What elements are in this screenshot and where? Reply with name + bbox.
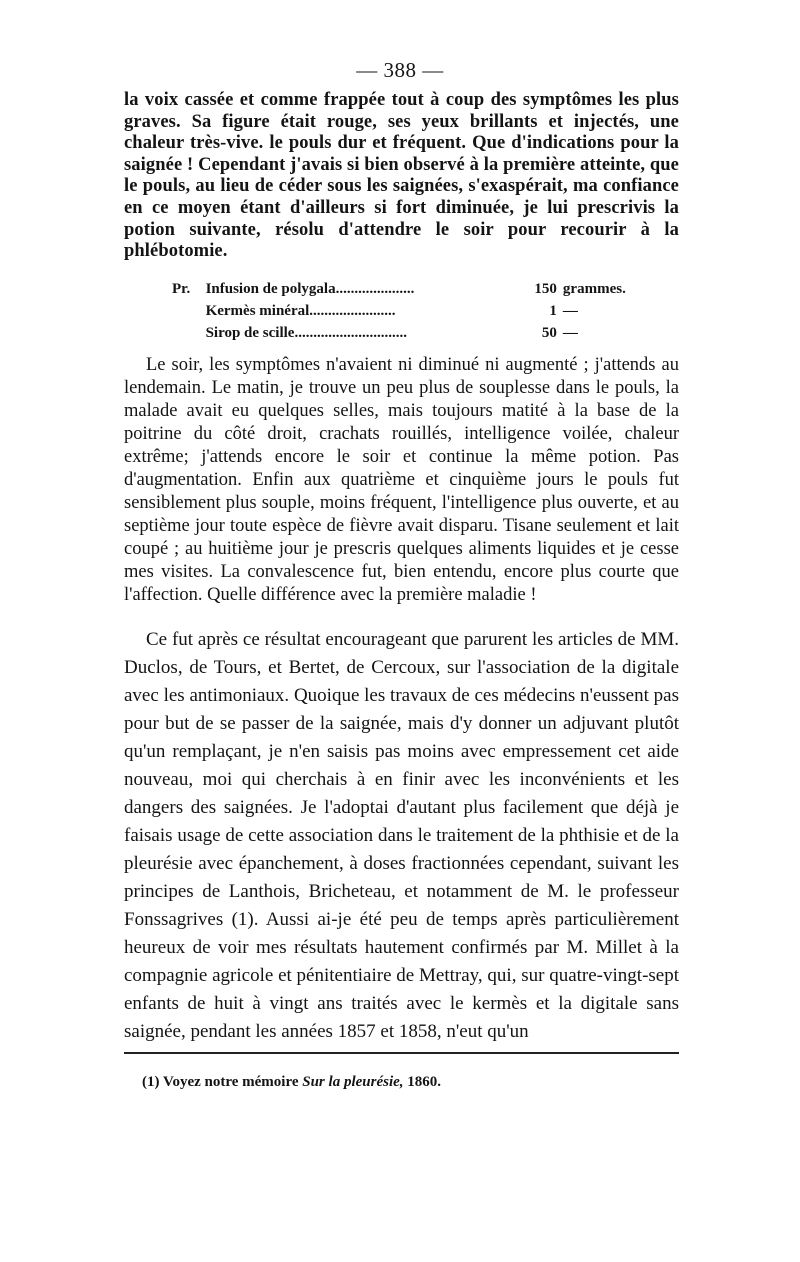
prescription-spacer <box>172 322 206 344</box>
ingredient-quantity: 50 <box>541 325 557 341</box>
footnote-text: Voyez notre mémoire <box>162 1074 299 1090</box>
footnote-rule <box>124 1052 679 1054</box>
paragraph-evening: Le soir, les symptômes n'avaient ni diminué ni augmenté ; j'attends au lendemain. Le matin, je trouve un peu plus de souplesse dans le pouls, la malade avait eu quelques selles, mais toujours matité à la base de la poitrine du côté droit, crachats rouillés, intelligence voilée, chaleur extrême; j'attends encore le soir et continue la même potion. Pas d'augmentation. Enfin aux quatrième et cinquième jours le pouls fut sensiblement plus souple, moins fréquent, l'intelligence plus ouverte, et au septième jour toute espèce de fièvre avait disparu. Tisane seulement et lait coupé ; au huitième jour je prescris quelques aliments liquides et je cesse mes visites. La convalescence fut, bien entendu, encore plus courte que l'affection. Quelle différence avec la première maladie ! <box>124 355 679 605</box>
prescription-line <box>172 278 632 300</box>
page-number: — 388 — <box>356 58 444 82</box>
prescription-spacer <box>172 300 206 322</box>
footnote-marker: (1) <box>142 1074 160 1090</box>
ingredient-unit: — <box>562 325 578 341</box>
ingredient-unit: — <box>562 303 578 319</box>
ingredient-name: Infusion de polygala..................... <box>205 281 415 297</box>
prescription-block <box>172 278 632 344</box>
prescription-line <box>172 300 632 322</box>
ingredient-quantity: 150 <box>534 281 557 297</box>
ingredient-name: Kermès minéral....................... <box>205 303 396 319</box>
ingredient-quantity: 1 <box>549 303 557 319</box>
ingredient-name: Sirop de scille.............................. <box>205 325 407 341</box>
footnote-year: 1860. <box>407 1074 442 1090</box>
ingredient-unit: grammes. <box>562 281 626 297</box>
footnote <box>142 1074 682 1091</box>
footnote-title: Sur la pleurésie, <box>302 1074 404 1090</box>
paragraph-continuation: la voix cassée et comme frappée tout à coup des symptômes les plus graves. Sa figure était rouge, ses yeux brillants et injectés, une chaleur très-vive. le pouls dur et fréquent. Que d'indications pour la saignée ! Cependant j'avais si bien observé à la première atteinte, que le pouls, au lieu de céder sous les saignées, s'exaspérait, ma confiance en ce moyen étant d'ailleurs si fort diminuée, je lui prescrivis la potion suivante, résolu d'attendre le soir pour recourir à la phlébotomie. <box>124 90 679 262</box>
prescription-line <box>172 322 632 344</box>
prescription-prefix: Pr. <box>172 281 191 297</box>
paragraph-digitale: Ce fut après ce résultat encourageant que parurent les articles de MM. Duclos, de Tours, et Bertet, de Cercoux, sur l'association de la digitale avec les antimoniaux. Quoique les travaux de ces médecins n'eussent pas pour but de se passer de la saignée, mais d'y donner un adjuvant plutôt qu'un remplaçant, je n'en saisis pas moins avec empressement cet aide nouveau, moi qui cherchais à en finir avec les inconvénients et les dangers des saignées. Je l'adoptai d'autant plus facilement que déjà je faisais usage de cette association dans le traitement de la phthisie et de la pleurésie avec épanchement, à doses fractionnées cependant, suivant les principes de Lanthois, Bricheteau, et notamment de M. le professeur Fonssagrives (1). Aussi ai-je été peu de temps après particulièrement heureux de voir mes résultats hautement confirmés par M. Millet à la compagnie agricole et pénitentiaire de Mettray, qui, sur quatre-vingt-sept enfants de huit à vingt ans traités avec le kermès et la digitale sans saignée, pendant les années 1857 et 1858, n'eut qu'un <box>124 629 679 1042</box>
